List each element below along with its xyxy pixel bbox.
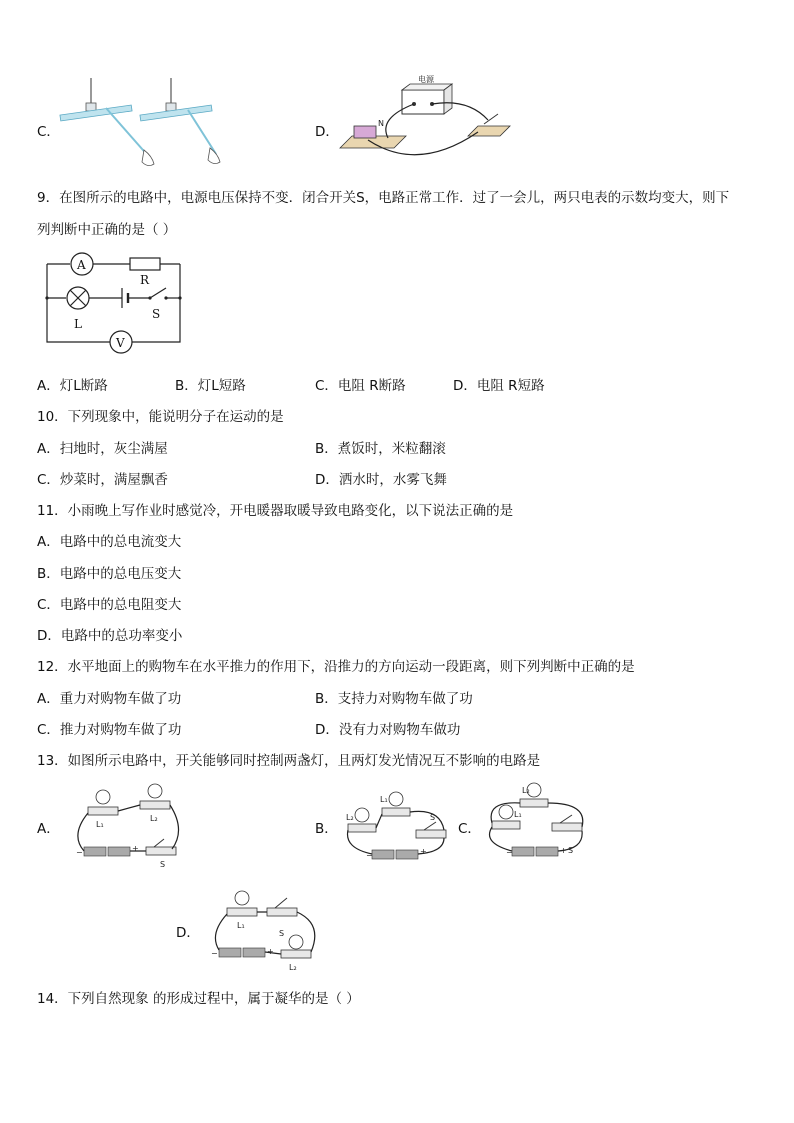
svg-text:L₁: L₁	[237, 921, 245, 930]
svg-text:+: +	[132, 844, 139, 853]
svg-text:+: +	[267, 947, 274, 956]
q10-stem: 10．下列现象中，能说明分子在运动的是	[37, 409, 284, 425]
q10-option-d[interactable]: D．洒水时，水雾飞舞	[315, 472, 447, 488]
svg-text:S: S	[160, 860, 166, 869]
q12-stem: 12．水平地面上的购物车在水平推力的作用下，沿推力的方向运动一段距离，则下列判断中正确的是	[37, 659, 635, 675]
svg-text:L₁: L₁	[380, 795, 388, 804]
q11-option-c[interactable]: C．电路中的总电阻变大	[37, 597, 182, 613]
q13-option-a-circuit	[68, 785, 188, 873]
q10-option-a[interactable]: A．扫地时，灰尘满屋	[37, 441, 168, 457]
q12-option-c[interactable]: C．推力对购物车做了功	[37, 722, 182, 738]
q12-option-b[interactable]: B．支持力对购物车做了功	[315, 691, 473, 707]
q8-option-c-figure	[58, 78, 238, 173]
svg-text:+: +	[420, 847, 427, 856]
q9-option-d[interactable]: D．电阻 R短路	[453, 378, 545, 394]
svg-text:S: S	[430, 813, 436, 822]
q11-stem: 11．小雨晚上写作业时感觉冷，开电暖器取暖导致电路变化，以下说法正确的是	[37, 503, 514, 519]
q11-option-a[interactable]: A．电路中的总电流变大	[37, 534, 182, 550]
q13-stem: 13．如图所示电路中，开关能够同时控制两盏灯，且两灯发光情况互不影响的电路是	[37, 753, 541, 769]
q14-stem: 14．下列自然现象 的形成过程中，属于凝华的是（ ）	[37, 991, 360, 1007]
q11-option-b[interactable]: B．电路中的总电压变大	[37, 566, 182, 582]
q8-option-d-label: D．	[315, 124, 339, 140]
svg-text:N: N	[378, 119, 384, 128]
svg-text:−: −	[366, 851, 373, 860]
q13-option-b-label[interactable]: B．	[315, 821, 338, 837]
q13-option-c-label[interactable]: C．	[458, 821, 481, 837]
q12-option-a[interactable]: A．重力对购物车做了功	[37, 691, 182, 707]
q13-option-a-label[interactable]: A．	[37, 821, 60, 837]
q9-stem-line-1: 9．在图所示的电路中，电源电压保持不变．闭合开关S，电路正常工作．过了一会儿，两只电表的示数均变大，则下	[37, 190, 730, 206]
svg-text:S: S	[568, 846, 574, 855]
q11-option-d[interactable]: D．电路中的总功率变小	[37, 628, 183, 644]
q8-power-label: 电源	[418, 75, 434, 84]
q13-option-b-circuit	[340, 788, 455, 866]
svg-text:L₁: L₁	[514, 810, 522, 819]
q10-option-b[interactable]: B．煮饭时，米粒翻滚	[315, 441, 446, 457]
voltmeter-label: V	[116, 336, 125, 350]
svg-text:L₁: L₁	[96, 820, 104, 829]
q10-option-c[interactable]: C．炒菜时，满屋飘香	[37, 472, 168, 488]
svg-text:−: −	[506, 848, 513, 857]
ammeter-label: A	[77, 258, 86, 272]
svg-text:L₂: L₂	[522, 786, 530, 795]
q9-option-a[interactable]: A．灯L断路	[37, 378, 108, 394]
q8-option-d-figure	[338, 75, 518, 160]
svg-text:L₂: L₂	[289, 963, 297, 972]
q9-option-c[interactable]: C．电阻 R断路	[315, 378, 406, 394]
q9-stem-line-2: 列判断中正确的是（ ）	[37, 222, 177, 238]
q13-option-d-label[interactable]: D．	[176, 925, 200, 941]
svg-text:+: +	[560, 846, 567, 855]
lamp-label: L	[74, 317, 82, 331]
svg-text:S: S	[279, 929, 285, 938]
q9-circuit-diagram	[42, 254, 187, 354]
svg-text:−: −	[211, 949, 218, 958]
q12-option-d[interactable]: D．没有力对购物车做功	[315, 722, 461, 738]
q13-option-d-circuit	[205, 884, 330, 976]
svg-text:−: −	[76, 848, 83, 857]
q9-option-b[interactable]: B．灯L短路	[175, 378, 246, 394]
svg-text:L₂: L₂	[346, 813, 354, 822]
q13-option-c-circuit	[480, 783, 595, 863]
switch-label: S	[152, 307, 161, 321]
q8-option-c-label: C．	[37, 124, 60, 140]
svg-text:L₂: L₂	[150, 814, 158, 823]
resistor-label: R	[140, 273, 150, 287]
